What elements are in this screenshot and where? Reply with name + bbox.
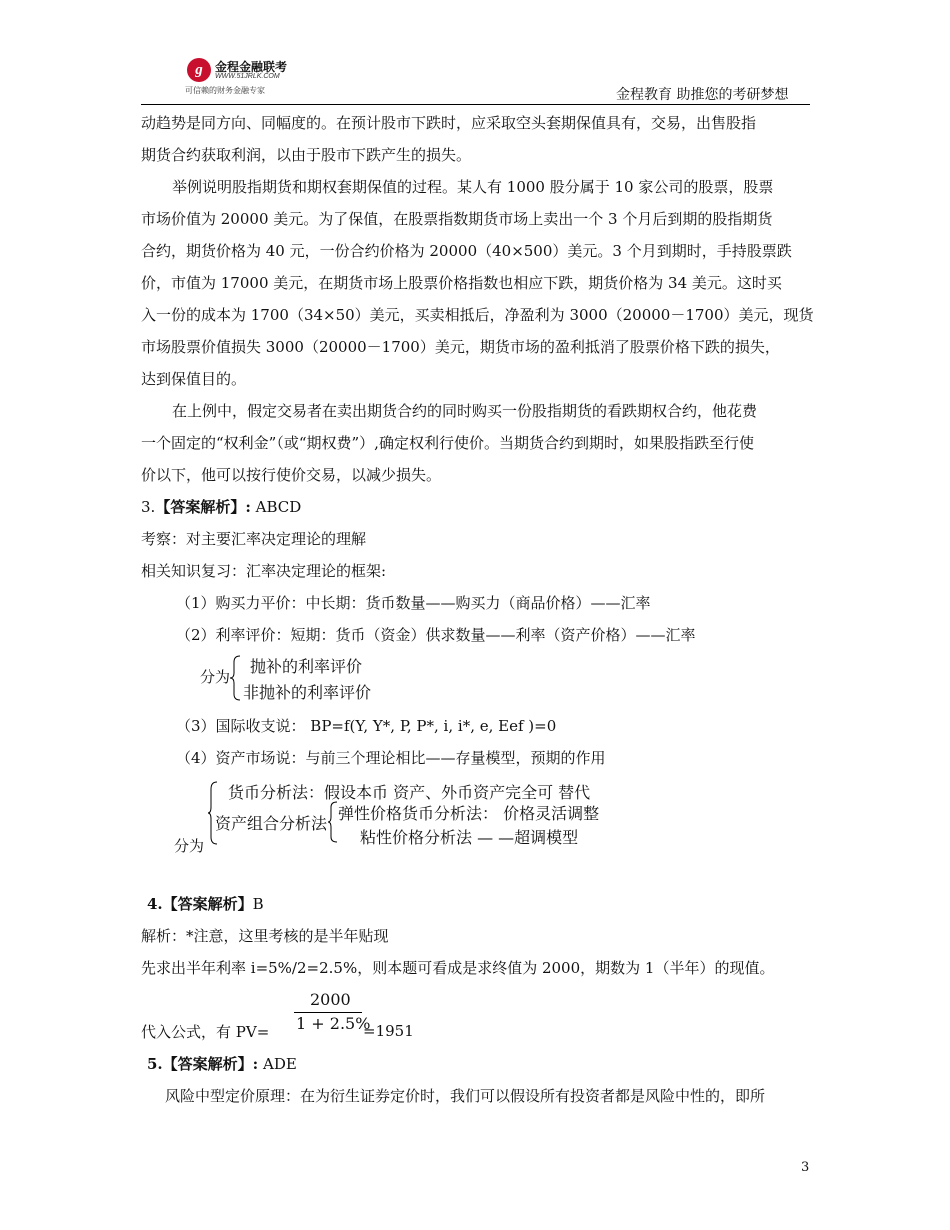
- q3-theory-4: （4）资产市场说：与前三个理论相比——存量模型，预期的作用: [176, 749, 606, 767]
- header-tagline: 金程教育 助推您的考研梦想: [616, 87, 789, 103]
- q4-answer: B: [252, 895, 264, 913]
- q3-t4-b2: 粘性价格分析法 — —超调模型: [360, 828, 579, 847]
- formula-numerator: 2000: [310, 990, 351, 1009]
- q3-heading: [141, 497, 301, 517]
- option-line-1: 在上例中，假定交易者在卖出期货合约的同时购买一份股指期货的看跌期权合约，他花费: [172, 402, 758, 420]
- para-top-line-1: 动趋势是同方向、同幅度的。在预计股市下跌时，应采取空头套期保值具有，交易，出售股指: [141, 114, 757, 132]
- q3-t2-sub2: 非抛补的利率评价: [243, 683, 372, 702]
- q3-theory-3: （3）国际收支说： BP=f(Y, Y*, P, P*, i, i*, e, Eef )=0: [176, 717, 557, 735]
- q4-line-2: 先求出半年利率 i=5%/2=2.5%，则本题可看成是求终值为 2000，期数为 1（半年）的现值。: [141, 959, 775, 977]
- example-line-5: 入一份的成本为 1700（34×50）美元，买卖相抵后，净盈利为 3000（20000－1700）美元，现货: [141, 306, 814, 324]
- header-divider: [141, 104, 810, 105]
- option-line-2: 一个固定的“权利金”（或“期权费”）,确定权利行使价。当期货合约到期时，如果股指跌至行使: [141, 434, 754, 452]
- logo-name: 金程金融联考: [215, 60, 288, 74]
- brace-icon: [229, 654, 243, 702]
- q3-answer: ABCD: [255, 498, 302, 516]
- formula-denominator: 1 + 2.5%: [296, 1014, 371, 1033]
- formula-result: =1951: [363, 1022, 414, 1040]
- q3-t4-fenwei: 分为: [174, 837, 205, 855]
- q4-label: 4.【答案解析】: [147, 895, 253, 913]
- company-logo: [183, 57, 303, 97]
- example-line-7: 达到保值目的。: [141, 370, 247, 388]
- q3-theory-2: （2）利率评价：短期：货币（资金）供求数量——利率（资产价格）——汇率: [176, 626, 696, 644]
- q3-label: 【答案解析】:: [155, 498, 251, 516]
- q3-t2-fenwei: 分为: [200, 668, 231, 686]
- formula-fraction-bar: [294, 1012, 362, 1013]
- example-line-1: 举例说明股指期货和期权套期保值的过程。某人有 1000 股分属于 10 家公司的股票，股票: [172, 178, 774, 196]
- page-number: 3: [801, 1160, 810, 1175]
- q4-line-1: 解析：*注意，这里考核的是半年贴现: [141, 927, 389, 945]
- q3-t4-b: 资产组合分析法: [215, 814, 328, 833]
- q5-answer: ADE: [262, 1055, 297, 1073]
- example-line-3: 合约，期货价格为 40 元，一份合约价格为 20000（40×500）美元。3 个月到期时，手持股票跌: [141, 242, 792, 260]
- logo-slogan: 可信赖的财务金融专家: [185, 86, 265, 95]
- q3-t4-a: 货币分析法：假设本币 资产、外币资产完全可 替代: [228, 783, 591, 802]
- example-line-4: 价，市值为 17000 美元，在期货市场上股票价格指数也相应下跌，期货价格为 34 美元。这时买: [141, 274, 782, 292]
- q4-heading: [147, 894, 264, 914]
- logo-emblem-icon: g: [187, 58, 211, 82]
- q3-t2-sub1: 抛补的利率评价: [250, 657, 363, 676]
- q3-t4-b1: 弹性价格货币分析法： 价格灵活调整: [338, 804, 600, 823]
- q3-number: 3.: [141, 498, 156, 516]
- q3-review: 相关知识复习：汇率决定理论的框架:: [141, 562, 387, 580]
- q5-heading: [147, 1054, 297, 1074]
- option-line-3: 价以下，他可以按行使价交易，以减少损失。: [141, 466, 442, 484]
- logo-url: WWW.51JRLK.COM: [215, 73, 280, 80]
- q3-kaocha: 考察：对主要汇率决定理论的理解: [141, 530, 367, 548]
- q5-label: 5.【答案解析】:: [147, 1055, 259, 1073]
- para-top-line-2: 期货合约获取利润，以由于股市下跌产生的损失。: [141, 146, 472, 164]
- q3-theory-1: （1）购买力平价：中长期：货币数量——购买力（商品价格）——汇率: [176, 594, 651, 612]
- q5-line-1: 风险中型定价原理：在为衍生证券定价时，我们可以假设所有投资者都是风险中性的，即所: [165, 1087, 766, 1105]
- example-line-2: 市场价值为 20000 美元。为了保值，在股票指数期货市场上卖出一个 3 个月后到期的股指期货: [141, 210, 773, 228]
- example-line-6: 市场股票价值损失 3000（20000－1700）美元，期货市场的盈利抵消了股票价格下跌的损失，: [141, 338, 780, 356]
- formula-prefix: 代入公式，有 PV=: [141, 1023, 270, 1041]
